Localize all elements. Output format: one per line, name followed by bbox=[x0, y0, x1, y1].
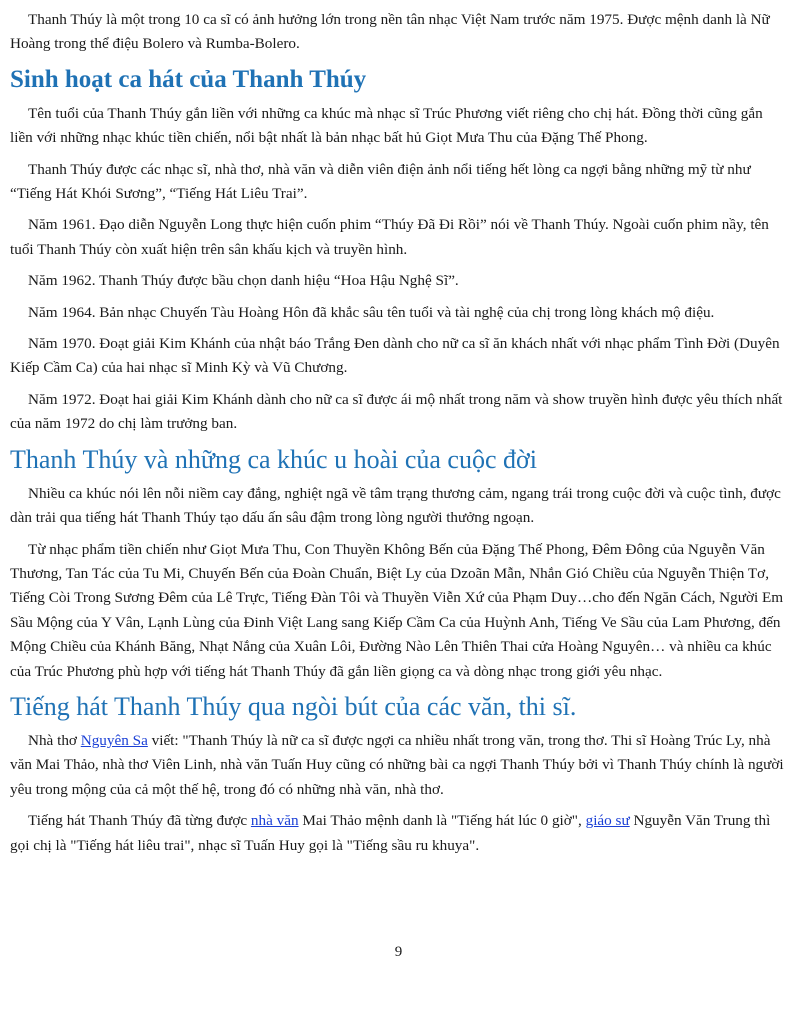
paragraph-nicknames bbox=[10, 809, 786, 858]
document-page bbox=[10, 8, 786, 865]
text: Nguyễn Văn Trung thì gọi chị là "Tiếng hát liêu trai", nhạc sĩ Tuấn Huy gọi là "Tiếng sầu ru khuya". bbox=[10, 812, 771, 854]
text: Mai Thảo mệnh danh là "Tiếng hát lúc 0 giờ", bbox=[298, 812, 586, 830]
section-heading-melancholy-songs: Thanh Thúy và những ca khúc u hoài của cuộc đời bbox=[10, 444, 537, 474]
link-nguyen-sa[interactable]: Nguyên Sa bbox=[80, 731, 148, 749]
paragraph-nguyen-sa bbox=[10, 729, 786, 802]
text: viết: "Thanh Thúy là nữ ca sĩ được ngợi ca nhiều nhất trong văn, trong thơ. Thi sĩ Hoàng Trúc Ly, nhà văn Mai Thảo, nhà thơ Viên Linh, nhà văn Tuấn Huy cũng có những bài ca ngợi Thanh Thúy bởi vì Thanh Thúy chính là người yêu trong mộng của cả một thế hệ, trong đó có những nhà văn, nhà thơ. bbox=[10, 731, 784, 798]
paragraph: Nhiều ca khúc nói lên nỗi niềm cay đắng, nghiệt ngã về tâm trạng thương cảm, ngang trái trong cuộc đời và cuộc tình, được dàn trải qua tiếng hát Thanh Thúy tạo dấu ấn sâu đậm trong lòng người thưởng ngoạn. bbox=[10, 484, 781, 527]
section-heading-writers: Tiếng hát Thanh Thúy qua ngòi bút của các văn, thi sĩ. bbox=[10, 691, 577, 721]
intro-paragraph: Thanh Thúy là một trong 10 ca sĩ có ảnh hưởng lớn trong nền tân nhạc Việt Nam trước năm 1975. Được mệnh danh là Nữ Hoàng trong thể điệu Bolero và Rumba-Bolero. bbox=[10, 11, 770, 53]
text: Tiếng hát Thanh Thúy đã từng được bbox=[28, 812, 251, 830]
paragraph: Năm 1970. Đoạt giải Kim Khánh của nhật báo Trắng Đen dành cho nữ ca sĩ ăn khách nhất với nhạc phẩm Tình Đời (Duyên Kiếp Cầm Ca) của hai nhạc sĩ Minh Kỳ và Vũ Chương. bbox=[10, 335, 780, 377]
link-nha-van[interactable]: nhà văn bbox=[250, 812, 299, 830]
paragraph: Từ nhạc phẩm tiền chiến như Giọt Mưa Thu, Con Thuyền Không Bến của Đặng Thế Phong, Đêm Đông của Nguyễn Văn Thương, Tan Tác của Tu Mi, Chuyến Bến của Đoàn Chuẩn, Biệt Ly của Dzoãn Mẫn, Nhắn Gió Chiều của Nguyễn Thiện Tơ, Tiếng Còi Trong Sương Đêm của Lê Trực, Tiếng Đàn Tôi và Thuyền Viễn Xứ của Phạm Duy…cho đến Ngăn Cách, Người Em Sầu Mộng của Y Vân, Lạnh Lùng của Đinh Việt Lang sang Kiếp Cầm Ca của Huỳnh Anh, Tiếng Ve Sầu của Lam Phương, đến Mộng Chiều của Khánh Băng, Nhạt Nắng của Xuân Lôi, Đường Nào Lên Thiên Thai cửa Hoàng Nguyên… và nhiều ca khúc của Trúc Phương phù hợp với tiếng hát Thanh Thúy đã gắn liền giọng ca và dòng nhạc trong giới yêu nhạc. bbox=[10, 540, 784, 680]
paragraph: Năm 1961. Đạo diễn Nguyễn Long thực hiện cuốn phim “Thúy Đã Đi Rồi” nói về Thanh Thúy. Ngoài cuốn phim nầy, tên tuổi Thanh Thúy còn xuất hiện trên sân khấu kịch và truyền hình. bbox=[10, 216, 769, 258]
page-number: 9 bbox=[394, 944, 403, 960]
paragraph: Năm 1962. Thanh Thúy được bầu chọn danh hiệu “Hoa Hậu Nghệ Sĩ”. bbox=[28, 272, 459, 290]
paragraph: Thanh Thúy được các nhạc sĩ, nhà thơ, nhà văn và diễn viên điện ảnh nổi tiếng hết lòng ca ngợi bằng những mỹ từ như “Tiếng Hát Khói Sương”, “Tiếng Hát Liêu Trai”. bbox=[10, 160, 751, 203]
paragraph: Tên tuổi của Thanh Thúy gắn liền với những ca khúc mà nhạc sĩ Trúc Phương viết riêng cho chị hát. Đồng thời cũng gắn liền với những nhạc khúc tiền chiến, nổi bật nhất là bản nhạc bất hủ Giọt Mưa Thu của Đặng Thế Phong. bbox=[10, 104, 763, 147]
text: Nhà thơ bbox=[28, 731, 81, 749]
paragraph: Năm 1972. Đoạt hai giải Kim Khánh dành cho nữ ca sĩ được ái mộ nhất trong năm và show truyền hình được yêu thích nhất của năm 1972 do chị làm trưởng ban. bbox=[10, 390, 783, 433]
link-giao-su[interactable]: giáo sư bbox=[585, 812, 630, 830]
paragraph: Năm 1964. Bản nhạc Chuyến Tàu Hoàng Hôn đã khắc sâu tên tuổi và tài nghệ của chị trong lòng khách mộ điệu. bbox=[28, 303, 715, 321]
section-heading-singing-career: Sinh hoạt ca hát của Thanh Thúy bbox=[10, 65, 367, 93]
